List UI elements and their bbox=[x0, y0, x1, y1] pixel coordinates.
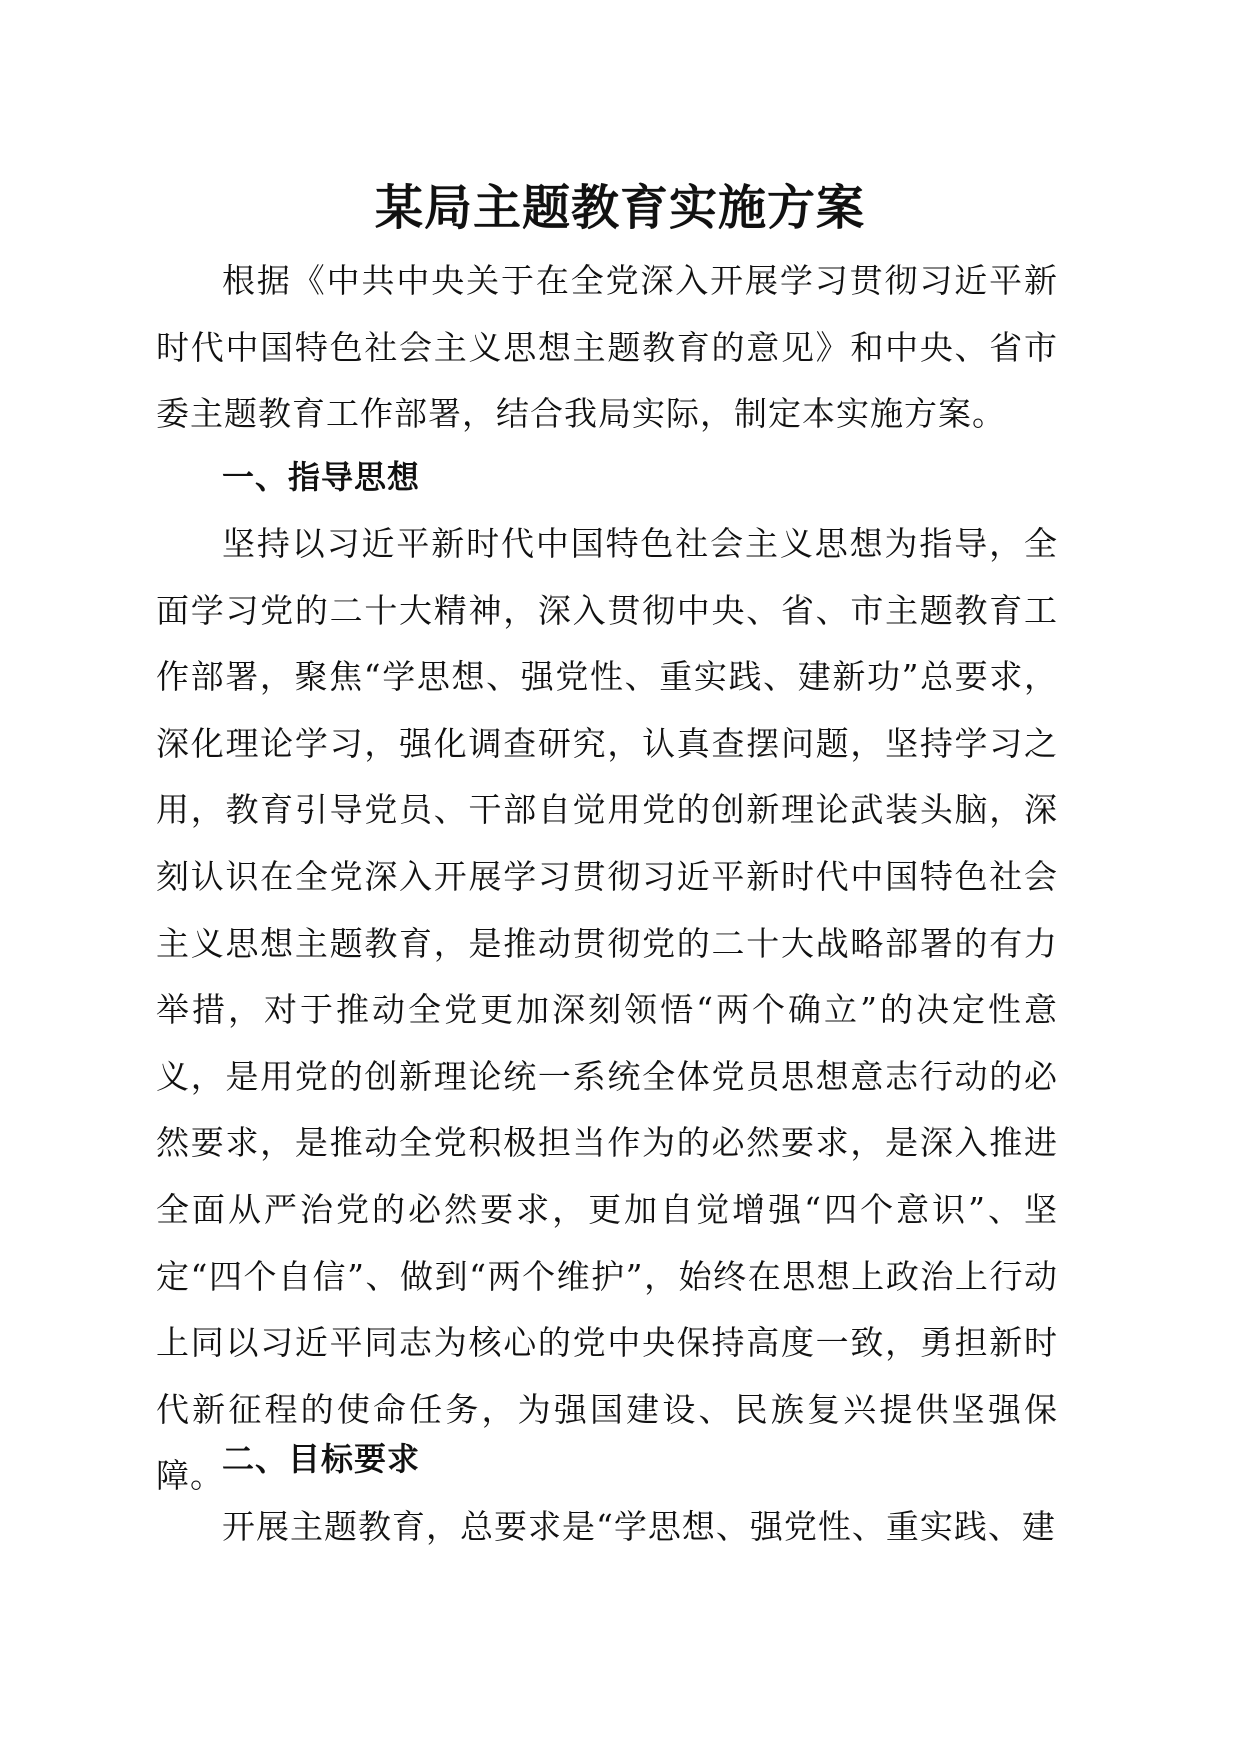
goals-paragraph: 开展主题教育，总要求是“学思想、强党性、重实践、建 bbox=[222, 1507, 1056, 1546]
intro-paragraph: 根据《中共中央关于在全党深入开展学习贯彻习近平新时代中国特色社会主义思想主题教育的意见》和中央、省市委主题教育工作部署，结合我局实际，制定本实施方案。 bbox=[156, 261, 1058, 434]
document-title: 某局主题教育实施方案 bbox=[374, 180, 865, 236]
guiding-thought-paragraph: 坚持以习近平新时代中国特色社会主义思想为指导，全面学习党的二十大精神，深入贯彻中央、省、市主题教育工作部署，聚焦“学思想、强党性、重实践、建新功”总要求，深化理论学习，强化调查研究，认真查摆问题，坚持学习之用，教育引导党员、干部自觉用党的创新理论武装头脑，深刻认识在全党深入开展学习贯彻习近平新时代中国特色社会主义思想主题教育，是推动贯彻党的二十大战略部署的有力举措，对于推动全党更加深刻领悟“两个确立”的决定性意义，是用党的创新理论统一系统全体党员思想意志行动的必然要求，是推动全党积极担当作为的必然要求，是深入推进全面从严治党的必然要求，更加自觉增强“四个意识”、坚定“四个自信”、做到“两个维护”，始终在思想上政治上行动上同以习近平同志为核心的党中央保持高度一致，勇担新时代新征程的使命任务，为强国建设、民族复兴提供坚强保障。 bbox=[156, 524, 1058, 1496]
section-heading-goals: 二、目标要求 bbox=[222, 1440, 421, 1478]
section-heading-guiding-thought: 一、指导思想 bbox=[222, 458, 421, 496]
